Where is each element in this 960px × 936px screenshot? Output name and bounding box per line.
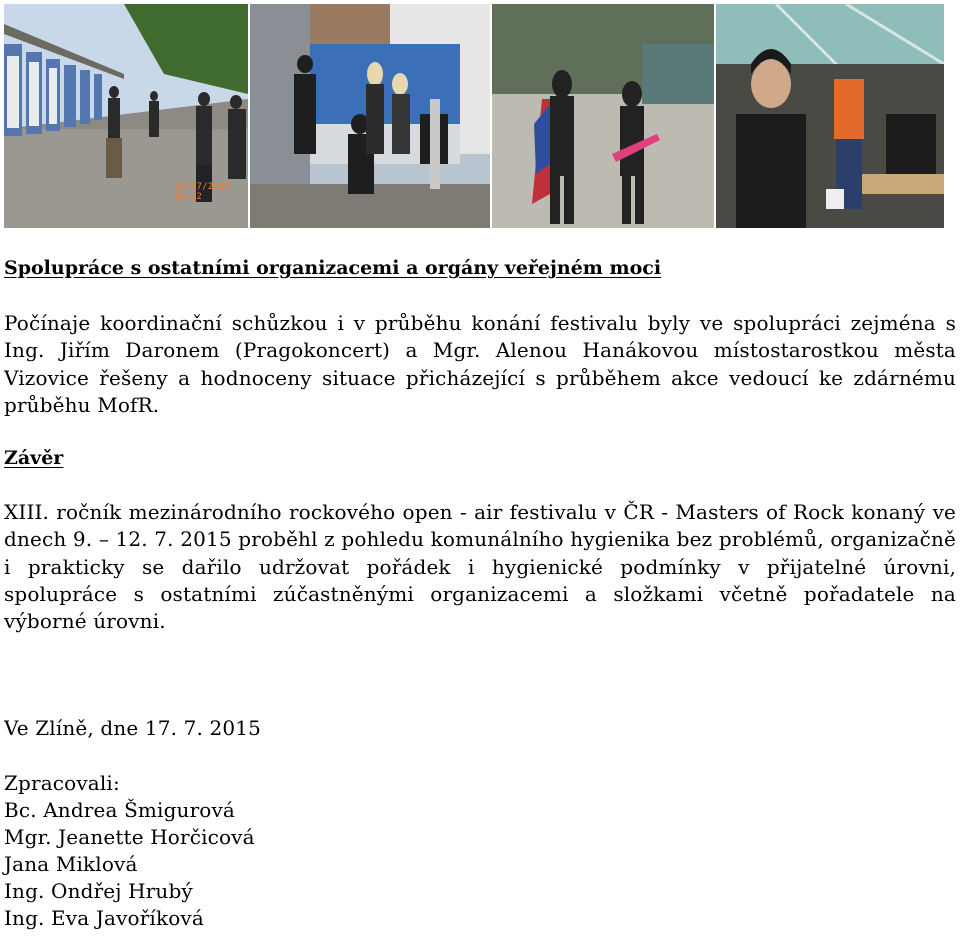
- author-name: Bc. Andrea Šmigurová: [4, 798, 235, 822]
- photo-food-tent: [716, 4, 944, 228]
- prepared-by-label: Zpracovali:: [4, 771, 120, 795]
- author-name: Mgr. Jeanette Horčicová: [4, 825, 255, 849]
- photo-portable-toilets: [4, 4, 248, 228]
- author-name: Ing. Ondřej Hrubý: [4, 879, 193, 903]
- photo-costumed-performers: [492, 4, 714, 228]
- section-heading-conclusion: Závěr: [4, 447, 64, 469]
- author-name: Ing. Eva Javoříková: [4, 906, 204, 930]
- place-and-date: Ve Zlíně, dne 17. 7. 2015: [4, 716, 262, 740]
- paragraph-cooperation: Počínaje koordinační schůzkou i v průběhu konání festivalu byly ve spolupráci zejména s Ing. Jiřím Daronem (Pragokoncert) a Mgr. Alenou Hanákovou místostarostkou města Vizovice řešeny a hodnoceny situace přicházející s průběhem akce vedoucí ke zdárnému průběhu MofR.: [4, 311, 956, 417]
- paragraph-conclusion: XIII. ročník mezinárodního rockového open - air festivalu v ČR - Masters of Rock konaný ve dnech 9. – 12. 7. 2015 proběhl z pohledu komunálního hygienika bez problémů, organizačně i prakticky se dařilo udržovat pořádek i hygienické podmínky v přijatelné úrovni, spolupráce s ostatními zúčastněnými organizacemi a složkami včetně pořadatele na výborné úrovni.: [4, 500, 956, 634]
- photo-date-stamp: 10/07/2015 09:22: [174, 182, 231, 202]
- photo-wash-station: [250, 4, 490, 228]
- section-heading-cooperation: Spolupráce s ostatními organizacemi a orgány veřejném moci: [4, 257, 662, 279]
- author-name: Jana Miklová: [4, 852, 138, 876]
- photo-strip: [4, 4, 944, 228]
